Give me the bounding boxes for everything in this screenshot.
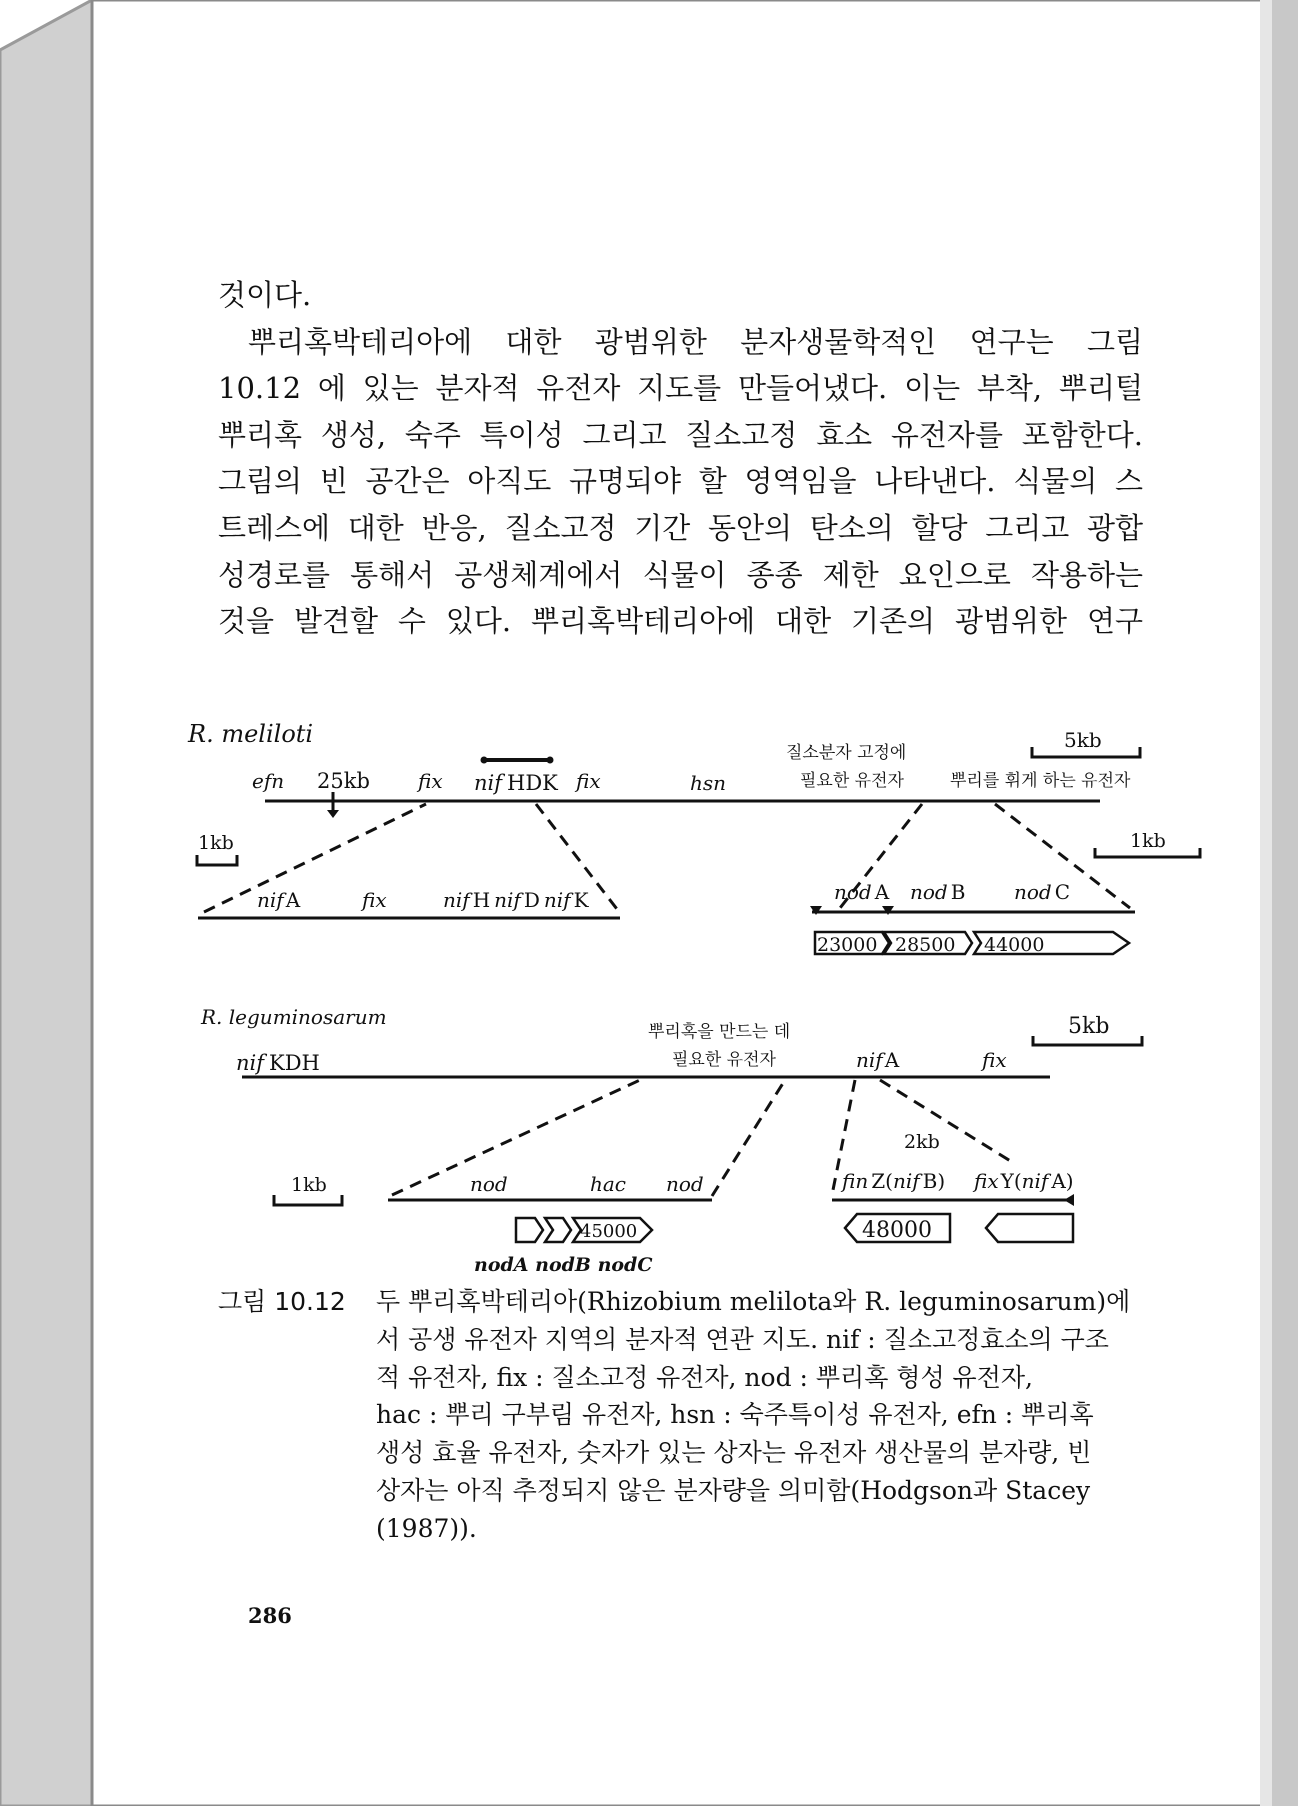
organism-meliloti: R. meliloti: [188, 720, 314, 748]
label-nodC: nod C: [1014, 880, 1071, 904]
scale-1kb-left: [197, 855, 237, 865]
marker-dot: [547, 757, 554, 764]
body-line: 성경로를 통해서 공생체계에서 식물이 종종 제한 요인으로 작용하는: [218, 557, 1143, 592]
scale-5kb-label: 5kb: [1064, 728, 1102, 752]
zoom-dash: [880, 1080, 1012, 1162]
caption-line: hac : 뿌리 구부림 유전자, hsn : 숙주특이성 유전자, efn : 뿌리혹: [376, 1400, 1094, 1430]
box-label-45000: 45000: [580, 1221, 638, 1242]
organism-leguminosarum: R. leguminosarum: [201, 1005, 387, 1029]
label-nodA: nod A: [834, 880, 890, 904]
label-curl-gene: 뿌리를 휘게 하는 유전자: [950, 771, 1131, 791]
label-finZ: fin Z(nif B): [842, 1169, 946, 1193]
scale-2kb-label: 2kb: [904, 1131, 940, 1153]
scale-1kb-label: 1kb: [1130, 830, 1166, 852]
marker-dot: [481, 757, 488, 764]
label-nodB: nod B: [910, 880, 966, 904]
label-nif-kdh: nif KDH: [236, 1051, 320, 1075]
label-nod: nod: [470, 1172, 508, 1196]
label-fix: fix: [982, 1048, 1007, 1072]
body-line: 트레스에 대한 반응, 질소고정 기간 동안의 탄소의 할당 그리고 광합: [218, 510, 1143, 545]
caption-line: 두 뿌리혹박테리아(Rhizobium melilota와 R. leguminosarum)에: [376, 1287, 1131, 1316]
body-line: 그림의 빈 공간은 아직도 규명되야 할 영역임을 나타낸다. 식물의 스: [218, 464, 1143, 499]
page-number: 286: [248, 1603, 292, 1628]
scale-1kb-label: 1kb: [291, 1174, 327, 1196]
label-nod-abc: nodA nodB nodC: [474, 1254, 653, 1276]
label-hsn: hsn: [690, 771, 727, 795]
gene-box-nodb: [545, 1218, 571, 1242]
label-efn: efn: [252, 769, 285, 793]
caption-line: 적 유전자, fix : 질소고정 유전자, nod : 뿌리혹 형성 유전자,: [376, 1362, 1033, 1392]
label-fix: fix: [362, 888, 387, 912]
label-fix: fix: [576, 769, 601, 793]
body-line: 뿌리혹 생성, 숙주 특이성 그리고 질소고정 효소 유전자를 포함한다.: [218, 417, 1143, 452]
scale-1kb-label: 1kb: [198, 832, 234, 854]
gene-box-unknown: [986, 1214, 1073, 1242]
body-line: 10.12 에 있는 분자적 유전자 지도를 만들어냈다. 이는 부착, 뿌리털: [218, 371, 1143, 406]
zoom-dash: [712, 1080, 785, 1196]
label-25kb: 25kb: [317, 769, 370, 793]
label-nodule-gene: 뿌리혹을 만드는 데: [648, 1022, 791, 1042]
caption-label: 그림 10.12: [218, 1287, 346, 1316]
label-fix: fix: [418, 769, 443, 793]
caption-lines: [376, 1283, 1144, 1548]
body-line: 뿌리혹박테리아에 대한 광범위한 분자생물학적인 연구는 그림: [248, 324, 1143, 359]
gene-box-noda: [516, 1218, 543, 1242]
box-label-44000: 44000: [984, 934, 1045, 956]
label-nifA: nif A: [257, 888, 301, 912]
box-label-28500: 28500: [895, 934, 956, 956]
label-nif-hdk: [474, 771, 558, 795]
marker-triangle: [327, 810, 339, 818]
label-nifHDK: nif H nif D nif K: [443, 888, 589, 912]
caption-line: 서 공생 유전자 지역의 분자적 연관 지도. nif : 질소고정효소의 구조: [376, 1324, 1109, 1354]
label-nod: nod: [666, 1172, 704, 1196]
label-nifA: nif A: [856, 1048, 900, 1072]
label-hdk: HDK: [507, 771, 558, 795]
caption-line: 상자는 아직 추정되지 않은 분자량을 의미함(Hodgson과 Stacey: [376, 1475, 1091, 1505]
box-label-23000: 23000: [817, 934, 878, 956]
body-line: 것을 발견할 수 있다. 뿌리혹박테리아에 대한 기존의 광범위한 연구: [218, 604, 1143, 639]
label-nfix-gene: 필요한 유전자: [800, 771, 904, 791]
caption-line: 생성 효율 유전자, 숫자가 있는 상자는 유전자 생산물의 분자량, 빈: [376, 1438, 1092, 1468]
label-fixY: fix Y(nif A): [974, 1169, 1074, 1193]
scale-1kb-bottom: [274, 1195, 342, 1205]
marker-triangle: [1064, 1194, 1074, 1206]
label-hac: hac: [590, 1172, 627, 1196]
label-nfix-gene: 질소분자 고정에: [786, 743, 907, 763]
box-label-48000: 48000: [862, 1218, 932, 1243]
label-nodule-gene: 필요한 유전자: [672, 1050, 776, 1070]
body-line: 것이다.: [218, 278, 312, 312]
caption-line: (1987)).: [376, 1513, 477, 1543]
label-nif-prefix: nif: [474, 771, 503, 795]
scale-5kb-label: 5kb: [1068, 1014, 1110, 1039]
